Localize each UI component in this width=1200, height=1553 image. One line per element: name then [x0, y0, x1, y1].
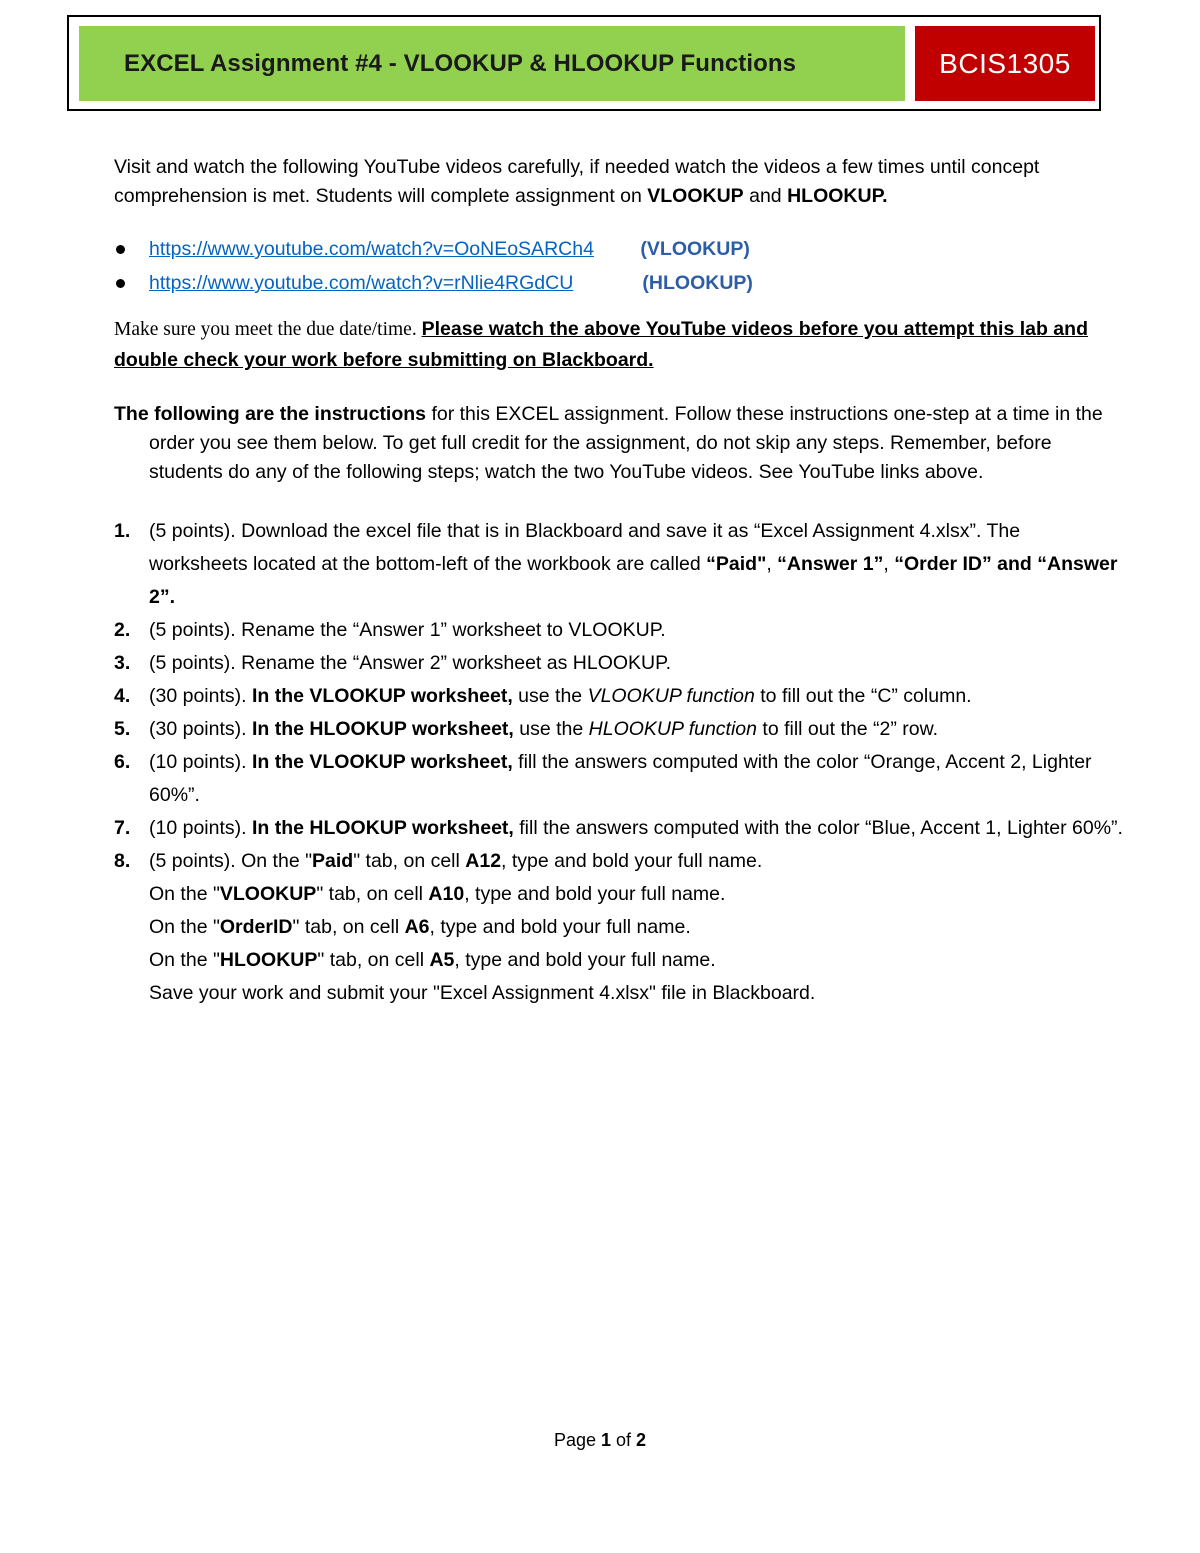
- step-number: 8.: [114, 850, 131, 872]
- list-item: [114, 232, 1124, 266]
- step-text: , type and bold your full name.: [429, 916, 691, 938]
- intro-vlookup: VLOOKUP: [647, 185, 744, 207]
- step-number: 4.: [114, 685, 131, 707]
- step-text: (10 points).: [149, 751, 252, 773]
- step-8: [114, 845, 1124, 1010]
- step-number: 7.: [114, 817, 131, 839]
- step-text: (5 points). Rename the “Answer 2” worksheet as HLOOKUP.: [149, 652, 672, 674]
- step-emphasis: In the HLOOKUP worksheet,: [251, 718, 514, 740]
- sheet-answer-2: and “Answer 2”.: [149, 553, 1118, 608]
- page-number: 1: [601, 1430, 612, 1450]
- bullet-icon: [116, 245, 125, 254]
- step-line: [149, 911, 1124, 944]
- intro-text: Visit and watch the following YouTube videos carefully, if needed watch the videos a few times until concept comprehension is met. Students will complete assignment on: [114, 156, 1040, 207]
- sheet-paid: “Paid": [706, 553, 767, 575]
- step-text: ,: [883, 553, 895, 575]
- step-text: to fill out the “C” column.: [754, 685, 972, 707]
- step-2: [114, 614, 1124, 647]
- intro-hlookup: HLOOKUP.: [787, 185, 888, 207]
- step-6: [114, 746, 1124, 812]
- intro-and: and: [743, 185, 788, 207]
- step-emphasis: In the VLOOKUP worksheet,: [251, 685, 513, 707]
- step-text: (5 points). Download the excel file that is in Blackboard and save it as “Excel Assignment 4.xlsx”. The worksheets located at the bottom-left of the workbook are called: [149, 520, 1021, 575]
- step-number: 5.: [114, 718, 131, 740]
- step-text: use the: [512, 685, 588, 707]
- step-text: use the: [513, 718, 589, 740]
- step-text: " tab, on cell: [353, 850, 466, 872]
- sheet-order-id: “Order ID”: [894, 553, 992, 575]
- step-line: [149, 845, 1124, 878]
- title-box: [79, 26, 905, 101]
- course-code: BCIS1305: [939, 47, 1071, 79]
- step-number: 2.: [114, 619, 131, 641]
- step-text: (30 points).: [149, 718, 252, 740]
- step-text: (10 points).: [149, 817, 252, 839]
- list-item: [114, 266, 1124, 300]
- step-text: (5 points). On the ": [149, 850, 312, 872]
- step-text: (30 points).: [149, 685, 252, 707]
- cell-ref: A12: [465, 850, 502, 872]
- page-footer: [0, 1430, 1200, 1451]
- assignment-title: EXCEL Assignment #4 - VLOOKUP & HLOOKUP Functions: [124, 49, 797, 77]
- step-1: [114, 515, 1124, 614]
- hlookup-link-tag: (HLOOKUP): [642, 272, 753, 294]
- step-text: On the ": [149, 916, 220, 938]
- tab-name: VLOOKUP: [219, 883, 317, 905]
- step-text: , type and bold your full name.: [501, 850, 763, 872]
- step-number: 6.: [114, 751, 131, 773]
- page-total: 2: [636, 1430, 647, 1450]
- cell-ref: A5: [429, 949, 455, 971]
- step-text: , type and bold your full name.: [454, 949, 716, 971]
- step-emphasis: In the HLOOKUP worksheet,: [251, 817, 514, 839]
- page-of-label: of: [611, 1430, 637, 1450]
- step-text: On the ": [149, 949, 220, 971]
- step-7: [114, 812, 1124, 845]
- due-date-text: Make sure you meet the due date/time.: [114, 319, 422, 340]
- step-line: [149, 944, 1124, 977]
- step-text: " tab, on cell: [316, 883, 429, 905]
- step-number: 3.: [114, 652, 131, 674]
- page-label: Page: [553, 1430, 601, 1450]
- instructions-text: for this EXCEL assignment. Follow these instructions one-step at a time in the order you see them below. To get full credit for the assignment, do not skip any steps. Remember, before students do any of the following steps; watch the two YouTube videos. See YouTube links above.: [149, 403, 1103, 483]
- hlookup-video-link[interactable]: https://www.youtube.com/watch?v=rNlie4RGdCU: [149, 272, 574, 294]
- document-body: [114, 153, 1124, 1010]
- step-text: to fill out the “2” row.: [757, 718, 938, 740]
- step-number: 1.: [114, 520, 131, 542]
- step-text: fill the answers computed with the color “Blue, Accent 1, Lighter 60%”.: [513, 817, 1123, 839]
- step-text: (5 points). Rename the “Answer 1” worksheet to VLOOKUP.: [149, 619, 666, 641]
- step-text: , type and bold your full name.: [464, 883, 726, 905]
- step-line: [149, 878, 1124, 911]
- steps-list: [114, 515, 1124, 1010]
- step-4: [114, 680, 1124, 713]
- watch-warning: Please watch the above YouTube videos before you attempt this lab and double check your work before submitting on Blackboard.: [114, 318, 1088, 371]
- step-3: [114, 647, 1124, 680]
- video-link-list: [114, 232, 1124, 300]
- instructions-intro: [114, 400, 1124, 487]
- step-text: " tab, on cell: [317, 949, 430, 971]
- vlookup-video-link[interactable]: https://www.youtube.com/watch?v=OoNEoSARCh4: [149, 238, 594, 260]
- cell-ref: A6: [404, 916, 430, 938]
- tab-name: Paid: [312, 850, 354, 872]
- tab-name: OrderID: [219, 916, 293, 938]
- step-text: fill the answers computed with the color “Orange, Accent 2, Lighter 60%”.: [149, 751, 1092, 806]
- instructions-lead: The following are the instructions: [114, 403, 427, 425]
- step-5: [114, 713, 1124, 746]
- step-text: On the ": [149, 883, 220, 905]
- cell-ref: A10: [428, 883, 465, 905]
- due-date-paragraph: [114, 314, 1124, 375]
- step-text: ,: [766, 553, 778, 575]
- sheet-answer-1: “Answer 1”: [777, 553, 884, 575]
- intro-paragraph: [114, 153, 1124, 211]
- tab-name: HLOOKUP: [219, 949, 318, 971]
- course-code-box: [915, 26, 1095, 101]
- vlookup-link-tag: (VLOOKUP): [640, 238, 750, 260]
- function-name: VLOOKUP function: [587, 685, 755, 707]
- step-line: Save your work and submit your "Excel Assignment 4.xlsx" file in Blackboard.: [149, 982, 816, 1004]
- function-name: HLOOKUP function: [588, 718, 757, 740]
- header-banner: [67, 15, 1101, 111]
- step-emphasis: In the VLOOKUP worksheet,: [251, 751, 513, 773]
- bullet-icon: [116, 279, 125, 288]
- step-text: " tab, on cell: [292, 916, 405, 938]
